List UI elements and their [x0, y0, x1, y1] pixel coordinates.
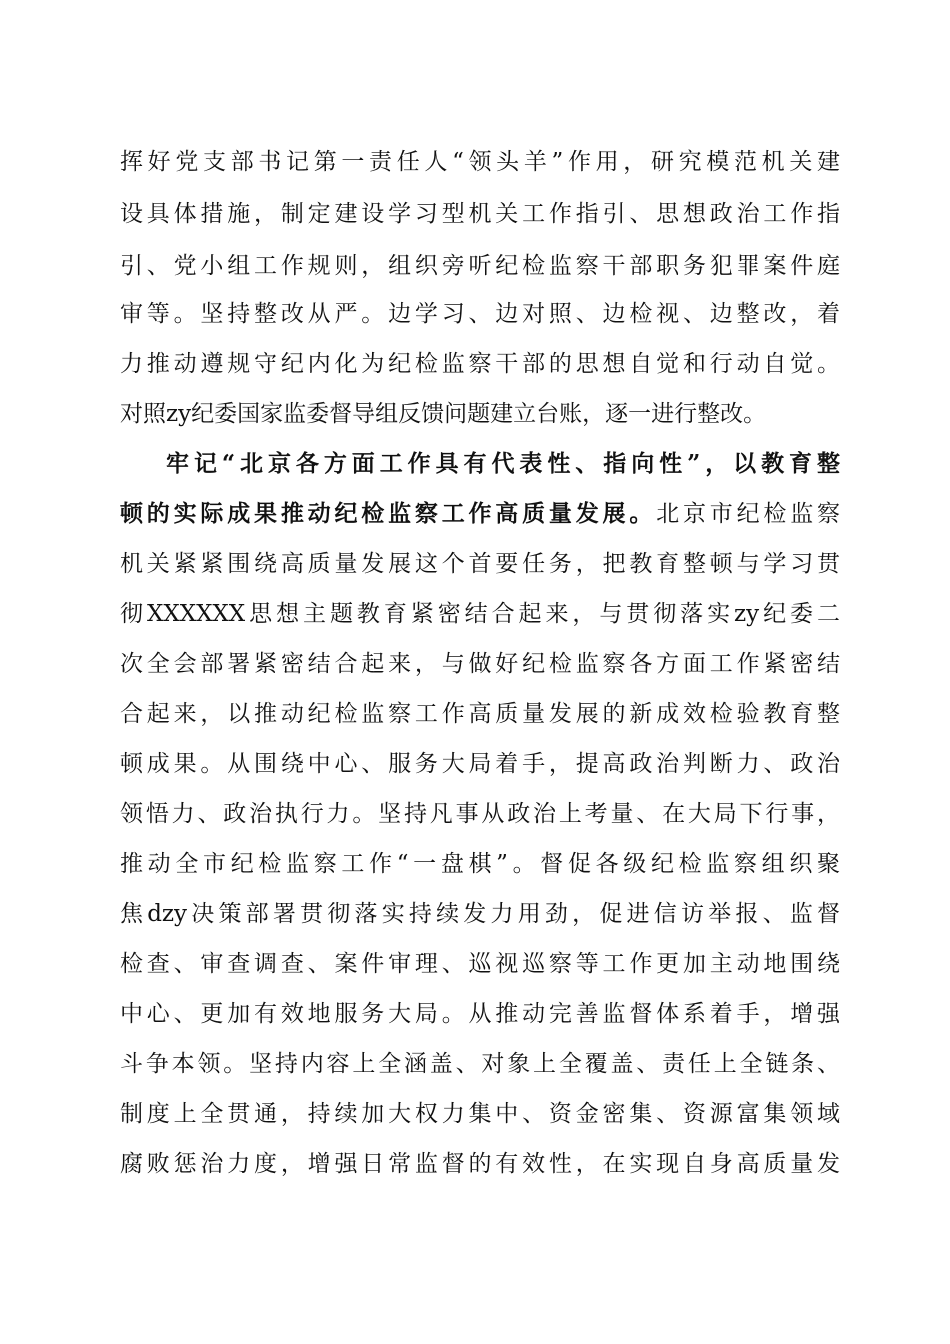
- text-line: 顿成果。从围绕中心、服务大局着手，提高政治判断力、政治: [120, 751, 840, 777]
- text-line: 焦dzy决策部署贯彻落实持续发力用劲，促进信访举报、监督: [120, 901, 840, 927]
- paragraph-heading-line: 牢记“北京各方面工作具有代表性、指向性”，以教育整: [166, 450, 840, 477]
- text-line: 设具体措施，制定建设学习型机关工作指引、思想政治工作指: [120, 201, 840, 227]
- text-line: 腐败惩治力度，增强日常监督的有效性，在实现自身高质量发: [120, 1151, 840, 1177]
- text-line: 审等。坚持整改从严。边学习、边对照、边检视、边整改，着: [120, 301, 840, 327]
- text-segment: 北京市纪检监察: [656, 501, 841, 527]
- text-line: 对照zy纪委国家监委督导组反馈问题建立台账，逐一进行整改。: [120, 401, 767, 427]
- text-line: 彻XXXXXX思想主题教育紧密结合起来，与贯彻落实zy纪委二: [120, 601, 840, 627]
- text-line: 推动全市纪检监察工作“一盘棋”。督促各级纪检监察组织聚: [120, 851, 840, 877]
- text-line: 制度上全贯通，持续加大权力集中、资金密集、资源富集领域: [120, 1101, 840, 1127]
- text-line: 机关紧紧围绕高质量发展这个首要任务，把教育整顿与学习贯: [120, 551, 840, 577]
- text-line: 合起来，以推动纪检监察工作高质量发展的新成效检验教育整: [120, 701, 840, 727]
- text-line: 挥好党支部书记第一责任人“领头羊”作用，研究模范机关建: [120, 149, 840, 175]
- text-line: 领悟力、政治执行力。坚持凡事从政治上考量、在大局下行事，: [120, 801, 840, 827]
- text-line: [120, 494, 840, 534]
- text-line: 引、党小组工作规则，组织旁听纪检监察干部职务犯罪案件庭: [120, 253, 840, 279]
- text-line: 检查、审查调查、案件审理、巡视巡察等工作更加主动地围绕: [120, 951, 840, 977]
- text-line: 中心、更加有效地服务大局。从推动完善监督体系着手，增强: [120, 1001, 840, 1027]
- paragraph-heading-tail: 顿的实际成果推动纪检监察工作高质量发展。: [120, 500, 657, 527]
- text-line: 斗争本领。坚持内容上全涵盖、对象上全覆盖、责任上全链条、: [120, 1051, 840, 1077]
- text-line: 力推动遵规守纪内化为纪检监察干部的思想自觉和行动自觉。: [120, 351, 840, 377]
- text-line: 次全会部署紧密结合起来，与做好纪检监察各方面工作紧密结: [120, 651, 840, 677]
